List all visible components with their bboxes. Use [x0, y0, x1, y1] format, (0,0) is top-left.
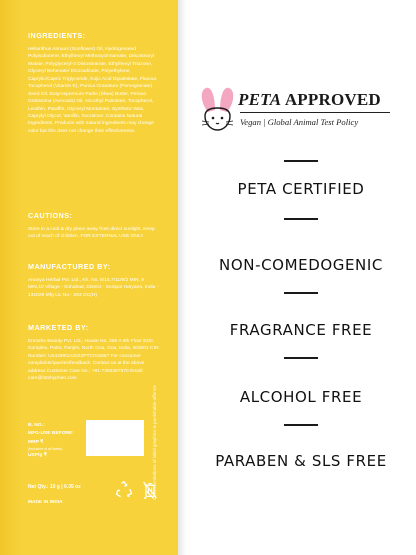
peta-brand-text: PETA	[238, 90, 282, 109]
divider	[284, 424, 318, 426]
claim-paraben-sls-free: PARABEN & SLS FREE	[215, 452, 387, 470]
divider	[284, 292, 318, 294]
cautions-section	[28, 212, 160, 241]
recycle-icon	[114, 480, 134, 500]
peta-subtitle: Vegan | Global Animal Test Policy	[240, 117, 359, 127]
price-line: B. NO.:	[28, 423, 45, 428]
carton-shadow-edge	[178, 0, 186, 555]
marketed-title: MARKETED BY:	[28, 323, 89, 332]
price-line: MFG-USE BEFORE:	[28, 431, 74, 437]
manufactured-text: Ananya Herbal Pvt. Ltd., Kh. No. 6/15,7/11/8/2 MIN, 9 MIN,10 Village - Sohabad, District - Sonipat Haryana, India - 131029 Mfg Lic No.- 293 OC(H)	[28, 277, 159, 298]
cautions-title: CAUTIONS:	[28, 211, 73, 220]
claim-fragrance-free: FRAGRANCE FREE	[229, 321, 373, 339]
carton-panel	[0, 0, 178, 555]
net-quantity: Net Qty.: 10 g | 0.35 oz	[28, 484, 81, 490]
claims-list	[186, 0, 416, 555]
copyright-text: ©2024, imitations of label graphics is punishable offence	[152, 385, 157, 500]
divider	[284, 160, 318, 162]
price-line: USP/g ₹	[28, 452, 47, 458]
divider	[284, 218, 318, 220]
marketed-text: Emoshe Beauty Pvt. Ltd., House No. 305 A 6th Floor EDC Complex, Patto, Panjim, North Goa, Goa, India, 403001 CIN Number: U24299GA2022PTC015887 For consumer complaints/queries/feedback: Contact us at the above address Customer Care No.: +91-7350387670 Email: care@lotshyphen.com	[28, 338, 159, 382]
made-in-label: MADE IN INDIA	[28, 500, 63, 505]
price-line: (inclusive of all taxes)	[28, 446, 63, 451]
divider	[284, 357, 318, 359]
cautions-text: Store in a cool & dry place away from direct sunlight. Keep out of reach of children. FOR EXTERNAL USE ONLY	[28, 226, 155, 240]
carton-fold-strip	[0, 0, 22, 555]
ingredients-title: INGREDIENTS:	[28, 31, 86, 40]
ingredients-text: Helianthus Annuus (Sunflower) Oil, Hydrogenated Polyisobutene, Ethylhexyl Methoxycinnamate, Diisostearyl Malate, Polyglyceryl-3 Diisostearate, Ethylhexyl Triazone, Glyceryl Behenate/ Eicosadioate, Polyethylene, Caprylic/Capric Triglyceride, Kojic Acid Dipalmitate, Flavour, Tocopherol (Vitamin E), Punica Granatum (Pomegranate) Seed Oil, Butyrospermum Parkii (Shea) Butter, Persea Gratissima (Avocado) Oil, Ascorbyl Palmitate, Tocopherol, Lecithin, Paraffin, Glyceryl Montanate, Synthetic Wax, Caprylyl Glycol, Vanillin, Sucralose. Contains Natural Ingredients, Products with natural ingredients may change color but this does not change their effectiveness.	[28, 46, 158, 134]
marketed-section	[28, 324, 160, 383]
peta-approved-text: APPROVED	[284, 90, 381, 109]
manufactured-section	[28, 263, 160, 299]
ingredients-section	[28, 32, 160, 135]
price-line: MRP ₹	[28, 439, 44, 445]
claim-alcohol-free: ALCOHOL FREE	[239, 388, 363, 406]
price-sticker-box	[86, 420, 144, 456]
carton-label-body	[28, 31, 160, 382]
carton-bottom-row	[28, 484, 160, 514]
price-block	[28, 422, 88, 460]
claim-non-comedogenic: NON-COMEDOGENIC	[219, 256, 383, 274]
copyright-vertical-wrap	[152, 330, 160, 500]
manufactured-title: MANUFACTURED BY:	[28, 262, 111, 271]
claim-peta-certified: PETA CERTIFIED	[237, 180, 365, 198]
